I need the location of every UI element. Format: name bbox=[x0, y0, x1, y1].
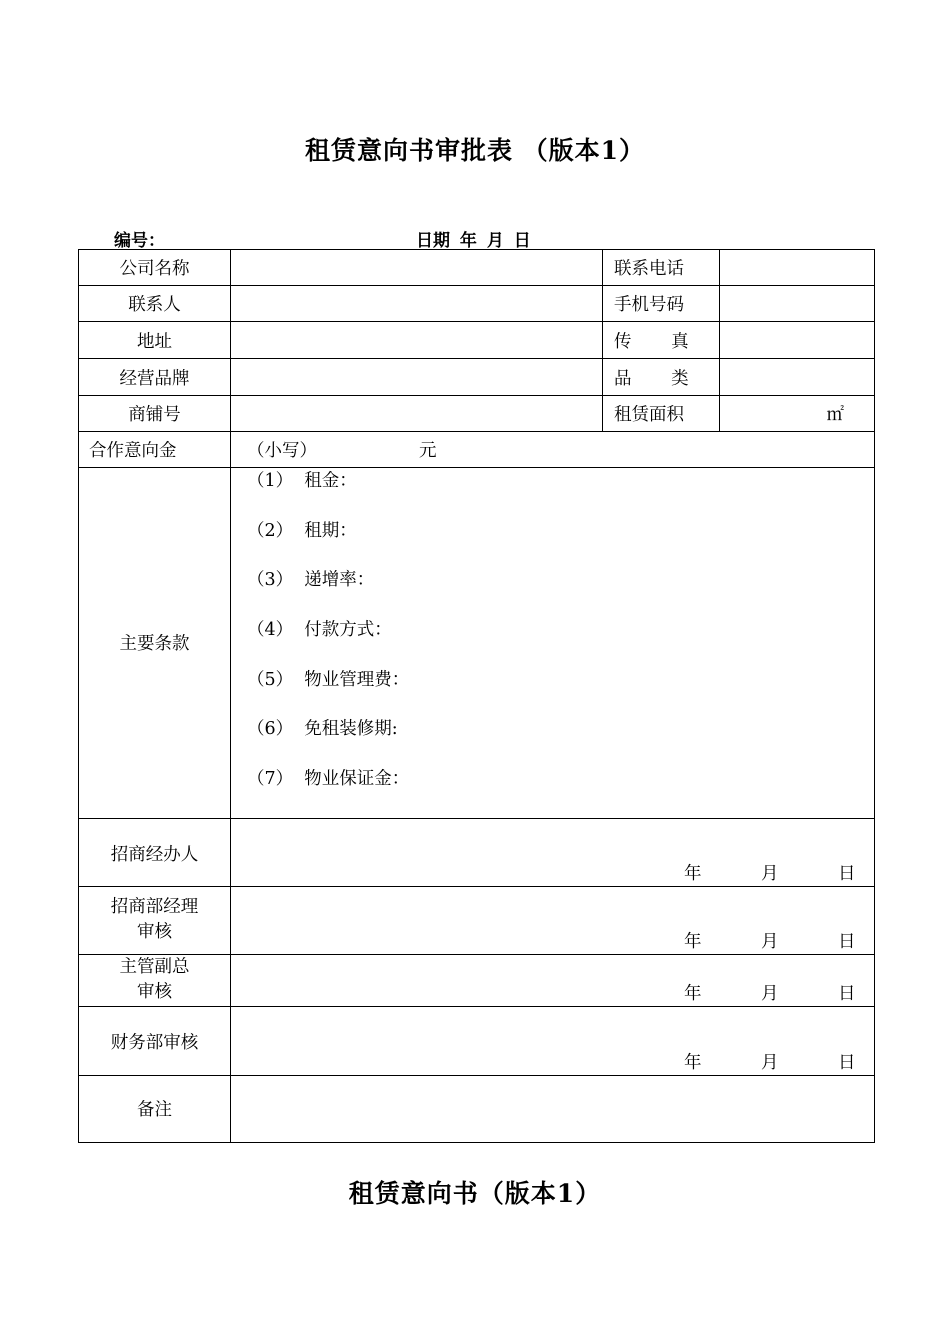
term-item: （2） 租期： bbox=[247, 520, 357, 541]
signature-label-manager bbox=[79, 886, 231, 954]
date-day: 日 bbox=[838, 931, 856, 952]
serial-number-label: 编号： bbox=[114, 231, 165, 251]
shop-number-label: 商铺号 bbox=[79, 396, 231, 432]
date-day: 日 bbox=[838, 983, 856, 1004]
signature-field-manager[interactable] bbox=[231, 886, 875, 954]
category-label: 品 类 bbox=[603, 359, 720, 396]
signature-label-vp bbox=[79, 954, 231, 1006]
signature-label-text: 招商部经理 bbox=[110, 897, 199, 918]
date-day: 日 bbox=[838, 863, 856, 884]
company-name-label: 公司名称 bbox=[79, 250, 231, 286]
date-month: 月 bbox=[761, 1052, 779, 1073]
term-item: （3） 递增率： bbox=[247, 570, 375, 591]
date-month: 月 bbox=[761, 983, 779, 1004]
term-item: （5） 物业管理费： bbox=[247, 669, 410, 690]
signature-field-finance[interactable] bbox=[231, 1006, 875, 1075]
signature-label-text: 招商经办人 bbox=[110, 844, 199, 865]
signature-label-agent bbox=[79, 818, 231, 886]
signature-field-agent[interactable] bbox=[231, 818, 875, 886]
contact-person-label: 联系人 bbox=[79, 286, 231, 322]
term-item: （7） 物业保证金： bbox=[247, 769, 410, 790]
mobile-label: 手机号码 bbox=[603, 286, 720, 322]
date-year: 年 bbox=[684, 863, 702, 884]
approval-form-table bbox=[78, 249, 875, 1143]
remarks-label: 备注 bbox=[79, 1075, 231, 1142]
signature-date bbox=[684, 1052, 864, 1074]
date-month: 月 bbox=[761, 863, 779, 884]
date-year: 年 bbox=[684, 931, 702, 952]
second-title: 租赁意向书（版本1） bbox=[348, 1179, 602, 1208]
date-month: 月 bbox=[761, 931, 779, 952]
main-terms-label: 主要条款 bbox=[79, 468, 231, 819]
mobile-field[interactable] bbox=[720, 286, 875, 322]
page-title: 租赁意向书审批表 （版本1） bbox=[304, 136, 646, 165]
signature-label-text: 主管副总 bbox=[119, 957, 190, 978]
lease-area-label: 租赁面积 bbox=[603, 396, 720, 432]
contact-phone-label: 联系电话 bbox=[603, 250, 720, 286]
fax-label: 传 真 bbox=[603, 322, 720, 359]
address-label: 地址 bbox=[79, 322, 231, 359]
address-field[interactable] bbox=[231, 322, 603, 359]
shop-number-field[interactable] bbox=[231, 396, 603, 432]
lease-area-field[interactable] bbox=[720, 396, 875, 432]
signature-field-vp[interactable] bbox=[231, 954, 875, 1006]
signature-date bbox=[684, 863, 864, 885]
date-day: 日 bbox=[838, 1052, 856, 1073]
contact-person-field[interactable] bbox=[231, 286, 603, 322]
fax-field[interactable] bbox=[720, 322, 875, 359]
date-year: 年 bbox=[684, 983, 702, 1004]
date-year: 年 bbox=[684, 1052, 702, 1073]
signature-date bbox=[684, 983, 864, 1005]
signature-label-text: 审核 bbox=[137, 922, 172, 943]
main-terms-field[interactable] bbox=[231, 468, 875, 819]
company-name-field[interactable] bbox=[231, 250, 603, 286]
date-line: 日期 年 月 日 bbox=[416, 231, 531, 251]
signature-label-text: 财务部审核 bbox=[110, 1032, 199, 1053]
remarks-field[interactable] bbox=[231, 1075, 875, 1142]
signature-label-text: 审核 bbox=[137, 982, 172, 1003]
brand-field[interactable] bbox=[231, 359, 603, 396]
deposit-unit: 元 bbox=[419, 441, 437, 461]
deposit-prefix: （小写） bbox=[247, 441, 317, 461]
contact-phone-field[interactable] bbox=[720, 250, 875, 286]
brand-label: 经营品牌 bbox=[79, 359, 231, 396]
deposit-field[interactable] bbox=[231, 432, 875, 468]
term-item: （4） 付款方式： bbox=[247, 620, 392, 641]
deposit-label: 合作意向金 bbox=[79, 432, 231, 468]
term-item: （1） 租金： bbox=[247, 471, 357, 491]
signature-date bbox=[684, 931, 864, 953]
area-unit: ㎡ bbox=[826, 405, 844, 425]
term-item: （6） 免租装修期: bbox=[247, 719, 398, 740]
signature-label-finance bbox=[79, 1006, 231, 1075]
category-field[interactable] bbox=[720, 359, 875, 396]
